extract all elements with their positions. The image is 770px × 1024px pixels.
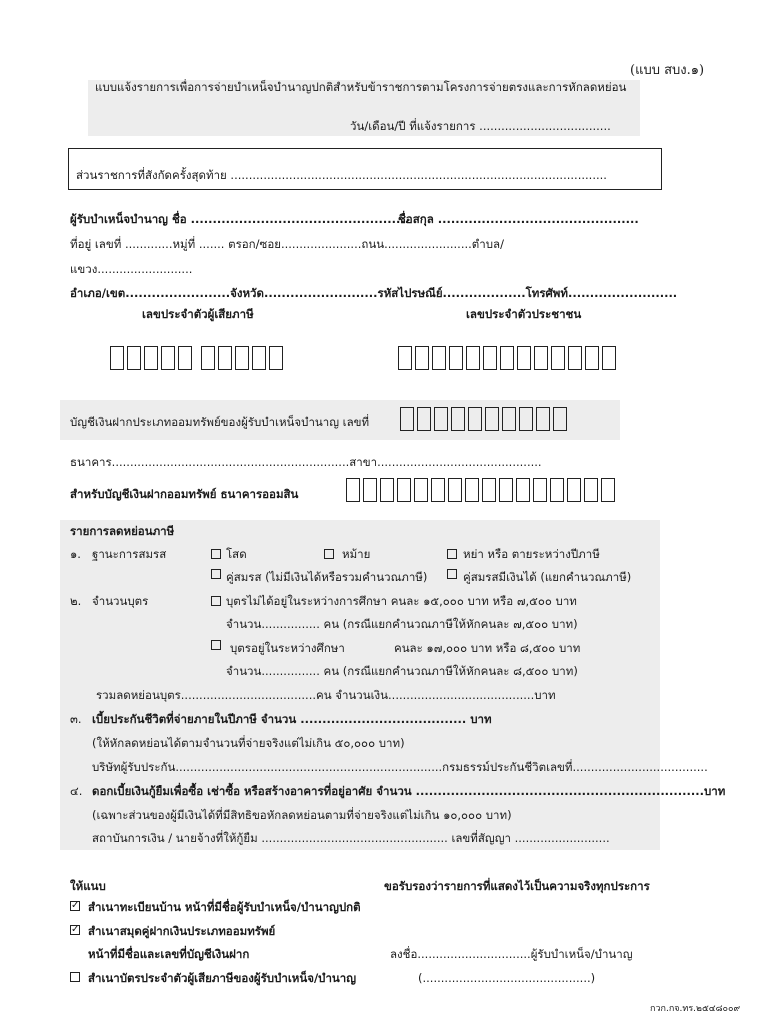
digit-box[interactable] [551,346,565,370]
digit-box[interactable] [601,478,615,502]
digit-box[interactable] [468,407,482,431]
signature-name-field[interactable]: (..............................................) [418,971,596,985]
digit-box[interactable] [110,346,124,370]
form-title: แบบแจ้งรายการเพื่อการจ่ายบำเหน็จบำนาญปกติสำหรับข้าราชการตามโครงการจ่ายตรงและการหักลดหย่อน [95,80,627,94]
digit-box[interactable] [398,346,412,370]
digit-box[interactable] [451,407,465,431]
children-studying-count-field[interactable]: จำนวน................ คน (กรณีแยกคำนวณภาษีให้หักคนละ ๘,๕๐๐ บาท) [226,664,578,678]
digit-box[interactable] [466,346,480,370]
khwaeng-field[interactable]: แขวง.......................... [70,262,193,276]
savings-account-boxes[interactable] [400,407,567,431]
digit-box[interactable] [585,346,599,370]
tax-id-label: เลขประจำตัวผู้เสียภาษี [142,307,254,321]
spouse-income-checkbox[interactable] [447,569,457,579]
tax-card-checkbox[interactable] [70,972,80,982]
recipient-name-field[interactable]: ผู้รับบำเหน็จบำนาญ ชื่อ .................................................. [70,212,410,226]
report-date-field[interactable]: วัน/เดือน/ปี ที่แจ้งรายการ .................................... [350,119,611,133]
digit-box[interactable] [449,346,463,370]
divorced-label: หย่า หรือ ตายระหว่างปีภาษี [463,547,600,561]
form-code: (แบบ สบง.๑) [630,63,705,78]
lender-field[interactable]: สถาบันการเงิน / นายจ้างที่ให้กู้ยืม ................................................... เลขที่สัญญา .......................... [92,831,610,845]
item-number: ๔. [70,784,83,798]
mortgage-note: (เฉพาะส่วนของผู้มีเงินได้ที่มีสิทธิขอหักลดหย่อนตามที่จ่ายจริงแต่ไม่เกิน ๑๐,๐๐๐ บาท) [92,808,512,822]
digit-box[interactable] [218,346,232,370]
divorced-checkbox[interactable] [447,549,457,559]
digit-box[interactable] [414,478,428,502]
digit-box[interactable] [502,407,516,431]
digit-box[interactable] [269,346,283,370]
marital-label: ฐานะการสมรส [92,547,167,561]
life-insurance-field[interactable]: เบี้ยประกันชีวิตที่จ่ายภายในปีภาษี จำนวน ...................................... บาท [92,712,492,726]
passbook-label: สำเนาสมุดคู่ฝากเงินประเภทออมทรัพย์ [88,924,276,938]
digit-box[interactable] [602,346,616,370]
citizen-id-boxes[interactable] [398,346,616,370]
spouse-no-income-label: คู่สมรส (ไม่มีเงินได้หรือรวมคำนวณภาษี) [226,570,428,584]
passbook-sub-label: หน้าที่มีชื่อและเลขที่บัญชีเงินฝาก [88,947,250,961]
mortgage-interest-field[interactable]: ดอกเบี้ยเงินกู้ยืมเพื่อซื้อ เช่าซื้อ หรือสร้างอาคารที่อยู่อาศัย จำนวน ..................................................................บาท [92,784,726,798]
digit-box[interactable] [516,478,530,502]
district-field[interactable]: อำเภอ/เขต........................จังหวัด..........................รหัสไปรษณีย์...................โทรศัพท์......................... [70,286,678,300]
digit-box[interactable] [431,478,445,502]
digit-box[interactable] [346,478,360,502]
digit-box[interactable] [397,478,411,502]
digit-box[interactable] [417,407,431,431]
children-studying-amount: คนละ ๑๗,๐๐๐ บาท หรือ ๘,๕๐๐ บาท [394,641,581,655]
recipient-surname-field[interactable]: ชื่อสกุล .............................................. [398,212,639,226]
digit-box[interactable] [550,478,564,502]
single-label: โสด [226,547,247,561]
digit-box[interactable] [415,346,429,370]
last-agency-field[interactable]: ส่วนราชการที่สังกัดครั้งสุดท้าย ....................................................................................................... [76,168,607,182]
digit-box[interactable] [499,478,513,502]
children-count-field[interactable]: จำนวน................ คน (กรณีแยกคำนวณภาษีให้หักคนละ ๗,๕๐๐ บาท) [226,617,578,631]
footer-code: กวก.กจ.ทร.๒๕๔๘๐๐๙ [650,1004,741,1014]
digit-box[interactable] [536,407,550,431]
digit-box[interactable] [465,478,479,502]
spouse-no-income-checkbox[interactable] [211,569,221,579]
digit-box[interactable] [127,346,141,370]
digit-box[interactable] [201,346,215,370]
digit-box[interactable] [485,407,499,431]
digit-box[interactable] [553,407,567,431]
children-not-studying-label: บุตรไม่ได้อยู่ในระหว่างการศึกษา คนละ ๑๕,๐๐๐ บาท หรือ ๗,๕๐๐ บาท [226,594,577,608]
house-registration-checkbox[interactable]: ✓ [71,900,80,911]
certify-statement: ขอรับรองว่ารายการที่แสดงไว้เป็นความจริงทุกประการ [384,879,650,893]
deduction-heading: รายการลดหย่อนภาษี [70,524,175,538]
children-not-studying-checkbox[interactable] [211,596,221,606]
passbook-checkbox[interactable]: ✓ [71,924,80,935]
digit-box[interactable] [363,478,377,502]
digit-box[interactable] [482,478,496,502]
widowed-checkbox[interactable] [324,549,334,559]
gsb-account-boxes[interactable] [346,478,615,502]
item-number: ๓. [70,712,82,726]
digit-box[interactable] [432,346,446,370]
signature-field[interactable]: ลงชื่อ...............................ผู้รับบำเหน็จ/บำนาญ [390,947,633,961]
address-field[interactable]: ที่อยู่ เลขที่ .............หมู่ที่ ....... ตรอก/ซอย......................ถนน........................ตำบล/ [70,237,504,251]
digit-box[interactable] [380,478,394,502]
item-number: ๒. [70,594,82,608]
children-total-field[interactable]: รวมลดหย่อนบุตร.....................................คน จำนวนเงิน........................................บาท [96,688,556,702]
digit-box[interactable] [434,407,448,431]
savings-account-label: บัญชีเงินฝากประเภทออมทรัพย์ของผู้รับบำเหน็จบำนาญ เลขที่ [70,415,370,429]
gsb-account-label: สำหรับบัญชีเงินฝากออมทรัพย์ ธนาคารออมสิน [70,487,299,501]
spouse-income-label: คู่สมรสมีเงินได้ (แยกคำนวณภาษี) [463,570,632,584]
digit-box[interactable] [161,346,175,370]
attachments-heading: ให้แนบ [70,879,106,893]
children-studying-label: บุตรอยู่ในระหว่างศึกษา [230,641,345,655]
widowed-label: หม้าย [342,547,371,561]
digit-box[interactable] [533,478,547,502]
tax-card-label: สำเนาบัตรประจำตัวผู้เสียภาษีของผู้รับบำเหน็จ/บำนาญ [88,971,357,985]
digit-box[interactable] [483,346,497,370]
digit-box[interactable] [584,478,598,502]
insurer-field[interactable]: บริษัทผู้รับประกัน.........................................................................กรมธรรม์ประกันชีวิตเลขที่..................................... [92,760,708,774]
item-number: ๑. [70,547,81,561]
house-registration-label: สำเนาทะเบียนบ้าน หน้าที่มีชื่อผู้รับบำเหน็จ/บำนาญปกติ [88,900,361,914]
tax-id-boxes[interactable] [110,346,283,370]
digit-box[interactable] [178,346,192,370]
children-studying-checkbox[interactable] [211,640,221,650]
digit-box[interactable] [567,478,581,502]
digit-box[interactable] [144,346,158,370]
digit-box[interactable] [252,346,266,370]
life-insurance-note: (ให้หักลดหย่อนได้ตามจำนวนที่จ่ายจริงแต่ไม่เกิน ๕๐,๐๐๐ บาท) [92,736,405,750]
digit-box[interactable] [500,346,514,370]
digit-box[interactable] [400,407,414,431]
digit-box[interactable] [568,346,582,370]
digit-box[interactable] [517,346,531,370]
single-checkbox[interactable] [211,549,221,559]
digit-box[interactable] [534,346,548,370]
digit-box[interactable] [519,407,533,431]
citizen-id-label: เลขประจำตัวประชาชน [466,307,582,321]
bank-branch-field[interactable]: ธนาคาร.................................................................สาขา............................................. [70,455,542,469]
digit-box[interactable] [448,478,462,502]
children-label: จำนวนบุตร [92,594,149,608]
digit-box[interactable] [235,346,249,370]
